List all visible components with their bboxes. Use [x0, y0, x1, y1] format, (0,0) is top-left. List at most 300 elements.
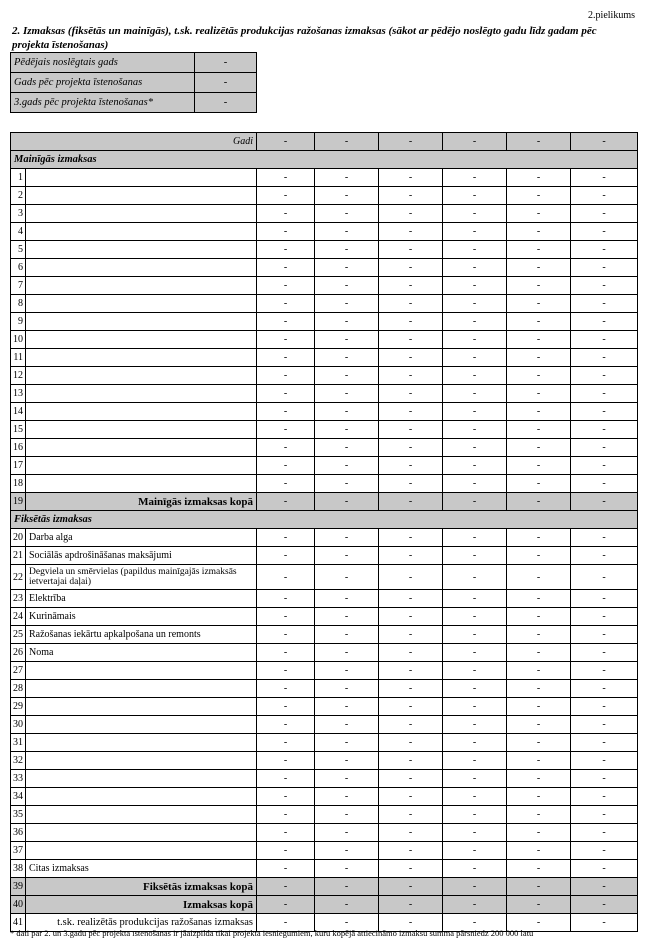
- value-cell[interactable]: -: [257, 590, 315, 608]
- value-cell[interactable]: -: [443, 788, 507, 806]
- info-row: [11, 53, 257, 73]
- value-cell[interactable]: -: [379, 608, 443, 626]
- value-cell[interactable]: -: [443, 662, 507, 680]
- value-cell[interactable]: -: [379, 788, 443, 806]
- value-cell[interactable]: -: [507, 644, 571, 662]
- row-label[interactable]: [26, 770, 257, 788]
- row-label-input[interactable]: [26, 385, 257, 403]
- value-cell[interactable]: -: [315, 626, 379, 644]
- value-cell[interactable]: -: [379, 349, 443, 367]
- value-cell[interactable]: -: [315, 565, 379, 590]
- value-cell[interactable]: -: [507, 626, 571, 644]
- value-cell[interactable]: -: [571, 169, 638, 187]
- value-cell[interactable]: -: [315, 295, 379, 313]
- value-cell[interactable]: -: [507, 806, 571, 824]
- value-cell[interactable]: -: [507, 698, 571, 716]
- value-cell[interactable]: -: [257, 187, 315, 205]
- value-cell[interactable]: -: [507, 223, 571, 241]
- value-cell[interactable]: -: [571, 644, 638, 662]
- value-cell[interactable]: -: [379, 878, 443, 896]
- value-cell[interactable]: -: [443, 493, 507, 511]
- value-cell[interactable]: -: [507, 914, 571, 932]
- value-cell[interactable]: -: [379, 493, 443, 511]
- row-label[interactable]: [26, 734, 257, 752]
- row-label[interactable]: [26, 698, 257, 716]
- value-cell[interactable]: -: [507, 565, 571, 590]
- value-cell[interactable]: -: [571, 896, 638, 914]
- value-cell[interactable]: -: [315, 133, 379, 151]
- value-cell[interactable]: -: [443, 205, 507, 223]
- value-cell[interactable]: -: [571, 824, 638, 842]
- info-value[interactable]: -: [195, 73, 257, 93]
- value-cell[interactable]: -: [315, 313, 379, 331]
- value-cell[interactable]: -: [507, 187, 571, 205]
- value-cell[interactable]: -: [379, 680, 443, 698]
- value-cell[interactable]: -: [379, 770, 443, 788]
- value-cell[interactable]: -: [443, 223, 507, 241]
- table-row: [11, 626, 638, 644]
- value-cell[interactable]: -: [571, 698, 638, 716]
- value-cell[interactable]: -: [571, 565, 638, 590]
- value-cell[interactable]: -: [257, 644, 315, 662]
- row-label[interactable]: [26, 680, 257, 698]
- value-cell[interactable]: -: [443, 349, 507, 367]
- value-cell[interactable]: -: [507, 788, 571, 806]
- value-cell[interactable]: -: [443, 752, 507, 770]
- value-cell[interactable]: -: [443, 698, 507, 716]
- value-cell[interactable]: -: [379, 313, 443, 331]
- row-label[interactable]: [26, 842, 257, 860]
- value-cell[interactable]: -: [507, 439, 571, 457]
- value-cell[interactable]: -: [315, 403, 379, 421]
- value-cell[interactable]: -: [443, 590, 507, 608]
- row-label[interactable]: [26, 788, 257, 806]
- row-label-input[interactable]: [26, 349, 257, 367]
- value-cell[interactable]: -: [571, 734, 638, 752]
- value-cell[interactable]: -: [315, 547, 379, 565]
- value-cell[interactable]: -: [257, 295, 315, 313]
- value-cell[interactable]: -: [571, 457, 638, 475]
- value-cell[interactable]: -: [379, 223, 443, 241]
- value-cell[interactable]: -: [443, 547, 507, 565]
- row-label[interactable]: [26, 662, 257, 680]
- value-cell[interactable]: -: [443, 734, 507, 752]
- value-cell[interactable]: -: [507, 241, 571, 259]
- value-cell[interactable]: -: [315, 169, 379, 187]
- value-cell[interactable]: -: [257, 475, 315, 493]
- value-cell[interactable]: -: [315, 475, 379, 493]
- value-cell[interactable]: -: [257, 421, 315, 439]
- row-number: 16: [11, 439, 26, 457]
- value-cell[interactable]: -: [571, 241, 638, 259]
- value-cell[interactable]: -: [443, 439, 507, 457]
- value-cell[interactable]: -: [315, 457, 379, 475]
- row-label-input[interactable]: [26, 367, 257, 385]
- value-cell[interactable]: -: [315, 367, 379, 385]
- value-cell[interactable]: -: [443, 331, 507, 349]
- value-cell[interactable]: -: [443, 824, 507, 842]
- value-cell[interactable]: -: [257, 403, 315, 421]
- value-cell[interactable]: -: [257, 824, 315, 842]
- row-label: Kurināmais: [26, 608, 257, 626]
- value-cell[interactable]: -: [571, 187, 638, 205]
- value-cell[interactable]: -: [257, 788, 315, 806]
- value-cell[interactable]: -: [507, 878, 571, 896]
- row-number: 21: [11, 547, 26, 565]
- row-label-input[interactable]: [26, 403, 257, 421]
- value-cell[interactable]: -: [257, 367, 315, 385]
- value-cell[interactable]: -: [257, 313, 315, 331]
- value-cell[interactable]: -: [507, 662, 571, 680]
- value-cell[interactable]: -: [507, 475, 571, 493]
- value-cell[interactable]: -: [507, 205, 571, 223]
- value-cell[interactable]: -: [315, 259, 379, 277]
- value-cell[interactable]: -: [571, 205, 638, 223]
- row-number: 38: [11, 860, 26, 878]
- value-cell[interactable]: -: [571, 770, 638, 788]
- value-cell[interactable]: -: [257, 259, 315, 277]
- value-cell[interactable]: -: [507, 349, 571, 367]
- value-cell[interactable]: -: [507, 590, 571, 608]
- value-cell[interactable]: -: [571, 331, 638, 349]
- value-cell[interactable]: -: [379, 896, 443, 914]
- value-cell[interactable]: -: [507, 277, 571, 295]
- value-cell[interactable]: -: [507, 716, 571, 734]
- row-label-input[interactable]: [26, 205, 257, 223]
- table-row: [11, 169, 638, 187]
- value-cell[interactable]: -: [571, 860, 638, 878]
- value-cell[interactable]: -: [257, 133, 315, 151]
- value-cell[interactable]: -: [257, 205, 315, 223]
- value-cell[interactable]: -: [443, 770, 507, 788]
- value-cell[interactable]: -: [315, 439, 379, 457]
- value-cell[interactable]: -: [443, 277, 507, 295]
- value-cell[interactable]: -: [257, 680, 315, 698]
- value-cell[interactable]: -: [315, 860, 379, 878]
- value-cell[interactable]: -: [571, 259, 638, 277]
- value-cell[interactable]: -: [443, 896, 507, 914]
- value-cell[interactable]: -: [379, 842, 443, 860]
- value-cell[interactable]: -: [507, 295, 571, 313]
- value-cell[interactable]: -: [507, 547, 571, 565]
- value-cell[interactable]: -: [257, 734, 315, 752]
- value-cell[interactable]: -: [257, 277, 315, 295]
- value-cell[interactable]: -: [443, 403, 507, 421]
- value-cell[interactable]: -: [507, 896, 571, 914]
- row-label-input[interactable]: [26, 169, 257, 187]
- row-label-input[interactable]: [26, 331, 257, 349]
- value-cell[interactable]: -: [507, 457, 571, 475]
- row-label[interactable]: [26, 716, 257, 734]
- value-cell[interactable]: -: [443, 313, 507, 331]
- value-cell[interactable]: -: [379, 590, 443, 608]
- value-cell[interactable]: -: [315, 716, 379, 734]
- value-cell[interactable]: -: [571, 590, 638, 608]
- row-label-input[interactable]: [26, 439, 257, 457]
- value-cell[interactable]: -: [315, 698, 379, 716]
- value-cell[interactable]: -: [379, 626, 443, 644]
- value-cell[interactable]: -: [315, 493, 379, 511]
- value-cell[interactable]: -: [443, 626, 507, 644]
- value-cell[interactable]: -: [507, 529, 571, 547]
- value-cell[interactable]: -: [315, 331, 379, 349]
- value-cell[interactable]: -: [379, 475, 443, 493]
- value-cell[interactable]: -: [571, 295, 638, 313]
- value-cell[interactable]: -: [257, 914, 315, 932]
- value-cell[interactable]: -: [379, 914, 443, 932]
- value-cell[interactable]: -: [507, 608, 571, 626]
- value-cell[interactable]: -: [571, 716, 638, 734]
- value-cell[interactable]: -: [315, 734, 379, 752]
- value-cell[interactable]: -: [257, 349, 315, 367]
- value-cell[interactable]: -: [379, 367, 443, 385]
- value-cell[interactable]: -: [257, 698, 315, 716]
- value-cell[interactable]: -: [257, 662, 315, 680]
- value-cell[interactable]: -: [443, 295, 507, 313]
- value-cell[interactable]: -: [257, 169, 315, 187]
- value-cell[interactable]: -: [257, 493, 315, 511]
- value-cell[interactable]: -: [315, 421, 379, 439]
- value-cell[interactable]: -: [379, 529, 443, 547]
- value-cell[interactable]: -: [443, 914, 507, 932]
- value-cell[interactable]: -: [443, 842, 507, 860]
- value-cell[interactable]: -: [571, 367, 638, 385]
- value-cell[interactable]: -: [443, 475, 507, 493]
- value-cell[interactable]: -: [443, 457, 507, 475]
- value-cell[interactable]: -: [379, 403, 443, 421]
- value-cell[interactable]: -: [315, 241, 379, 259]
- value-cell[interactable]: -: [507, 331, 571, 349]
- row-label-input[interactable]: [26, 241, 257, 259]
- row-number: 15: [11, 421, 26, 439]
- row-label-input[interactable]: [26, 187, 257, 205]
- value-cell[interactable]: -: [315, 878, 379, 896]
- row-number: 4: [11, 223, 26, 241]
- value-cell[interactable]: -: [507, 133, 571, 151]
- value-cell[interactable]: -: [443, 169, 507, 187]
- value-cell[interactable]: -: [315, 644, 379, 662]
- value-cell[interactable]: -: [257, 608, 315, 626]
- value-cell[interactable]: -: [571, 133, 638, 151]
- value-cell[interactable]: -: [507, 770, 571, 788]
- value-cell[interactable]: -: [571, 403, 638, 421]
- value-cell[interactable]: -: [315, 385, 379, 403]
- value-cell[interactable]: -: [379, 806, 443, 824]
- value-cell[interactable]: -: [315, 205, 379, 223]
- value-cell[interactable]: -: [379, 133, 443, 151]
- table-row: [11, 295, 638, 313]
- table-row: [11, 860, 638, 878]
- value-cell[interactable]: -: [257, 770, 315, 788]
- value-cell[interactable]: -: [379, 331, 443, 349]
- value-cell[interactable]: -: [257, 457, 315, 475]
- value-cell[interactable]: -: [507, 824, 571, 842]
- info-value[interactable]: -: [195, 93, 257, 113]
- row-label-input[interactable]: [26, 313, 257, 331]
- value-cell[interactable]: -: [443, 421, 507, 439]
- value-cell[interactable]: -: [571, 752, 638, 770]
- value-cell[interactable]: -: [571, 529, 638, 547]
- value-cell[interactable]: -: [257, 806, 315, 824]
- value-cell[interactable]: -: [507, 169, 571, 187]
- value-cell[interactable]: -: [379, 187, 443, 205]
- value-cell[interactable]: -: [257, 752, 315, 770]
- value-cell[interactable]: -: [443, 133, 507, 151]
- value-cell[interactable]: -: [571, 547, 638, 565]
- value-cell[interactable]: -: [379, 752, 443, 770]
- value-cell[interactable]: -: [315, 608, 379, 626]
- value-cell[interactable]: -: [507, 734, 571, 752]
- value-cell[interactable]: -: [315, 896, 379, 914]
- value-cell[interactable]: -: [379, 241, 443, 259]
- value-cell[interactable]: -: [507, 259, 571, 277]
- value-cell[interactable]: -: [571, 842, 638, 860]
- value-cell[interactable]: -: [315, 914, 379, 932]
- value-cell[interactable]: -: [257, 547, 315, 565]
- value-cell[interactable]: -: [443, 860, 507, 878]
- value-cell[interactable]: -: [379, 205, 443, 223]
- value-cell[interactable]: -: [257, 860, 315, 878]
- value-cell[interactable]: -: [257, 223, 315, 241]
- value-cell[interactable]: -: [443, 680, 507, 698]
- value-cell[interactable]: -: [257, 896, 315, 914]
- row-label[interactable]: [26, 806, 257, 824]
- value-cell[interactable]: -: [257, 716, 315, 734]
- value-cell[interactable]: -: [507, 313, 571, 331]
- value-cell[interactable]: -: [571, 223, 638, 241]
- value-cell[interactable]: -: [257, 385, 315, 403]
- value-cell[interactable]: -: [571, 493, 638, 511]
- value-cell[interactable]: -: [571, 277, 638, 295]
- value-cell[interactable]: -: [571, 788, 638, 806]
- value-cell[interactable]: -: [443, 529, 507, 547]
- row-label-input[interactable]: [26, 223, 257, 241]
- value-cell[interactable]: -: [379, 457, 443, 475]
- value-cell[interactable]: -: [379, 860, 443, 878]
- value-cell[interactable]: -: [315, 529, 379, 547]
- value-cell[interactable]: -: [379, 295, 443, 313]
- row-label[interactable]: [26, 824, 257, 842]
- value-cell[interactable]: -: [571, 608, 638, 626]
- value-cell[interactable]: -: [257, 529, 315, 547]
- value-cell[interactable]: -: [315, 842, 379, 860]
- value-cell[interactable]: -: [443, 241, 507, 259]
- value-cell[interactable]: -: [257, 842, 315, 860]
- value-cell[interactable]: -: [507, 860, 571, 878]
- value-cell[interactable]: -: [315, 680, 379, 698]
- value-cell[interactable]: -: [571, 680, 638, 698]
- value-cell[interactable]: -: [379, 698, 443, 716]
- value-cell[interactable]: -: [443, 385, 507, 403]
- value-cell[interactable]: -: [379, 259, 443, 277]
- value-cell[interactable]: -: [507, 752, 571, 770]
- row-number: 32: [11, 752, 26, 770]
- value-cell[interactable]: -: [571, 385, 638, 403]
- value-cell[interactable]: -: [315, 590, 379, 608]
- value-cell[interactable]: -: [507, 367, 571, 385]
- value-cell[interactable]: -: [315, 788, 379, 806]
- value-cell[interactable]: -: [443, 608, 507, 626]
- value-cell[interactable]: -: [443, 187, 507, 205]
- value-cell[interactable]: -: [315, 223, 379, 241]
- value-cell[interactable]: -: [571, 475, 638, 493]
- value-cell[interactable]: -: [315, 806, 379, 824]
- row-label-input[interactable]: [26, 259, 257, 277]
- value-cell[interactable]: -: [379, 547, 443, 565]
- row-label-input[interactable]: [26, 475, 257, 493]
- value-cell[interactable]: -: [571, 878, 638, 896]
- table-row: [11, 752, 638, 770]
- value-cell[interactable]: -: [315, 662, 379, 680]
- value-cell[interactable]: -: [257, 331, 315, 349]
- row-number: 7: [11, 277, 26, 295]
- value-cell[interactable]: -: [571, 662, 638, 680]
- value-cell[interactable]: -: [571, 439, 638, 457]
- value-cell[interactable]: -: [443, 878, 507, 896]
- value-cell[interactable]: -: [379, 421, 443, 439]
- value-cell[interactable]: -: [507, 680, 571, 698]
- value-cell[interactable]: -: [571, 349, 638, 367]
- value-cell[interactable]: -: [571, 626, 638, 644]
- value-cell[interactable]: -: [443, 367, 507, 385]
- value-cell[interactable]: -: [379, 169, 443, 187]
- value-cell[interactable]: -: [443, 644, 507, 662]
- value-cell[interactable]: -: [507, 403, 571, 421]
- value-cell[interactable]: -: [315, 770, 379, 788]
- value-cell[interactable]: -: [379, 734, 443, 752]
- value-cell[interactable]: -: [443, 565, 507, 590]
- row-label[interactable]: [26, 752, 257, 770]
- value-cell[interactable]: -: [507, 385, 571, 403]
- value-cell[interactable]: -: [507, 421, 571, 439]
- row-label-input[interactable]: [26, 421, 257, 439]
- row-label-input[interactable]: [26, 295, 257, 313]
- value-cell[interactable]: -: [379, 277, 443, 295]
- value-cell[interactable]: -: [379, 439, 443, 457]
- value-cell[interactable]: -: [315, 752, 379, 770]
- value-cell[interactable]: -: [443, 259, 507, 277]
- value-cell[interactable]: -: [315, 277, 379, 295]
- info-value[interactable]: -: [195, 53, 257, 73]
- value-cell[interactable]: -: [571, 806, 638, 824]
- value-cell[interactable]: -: [443, 716, 507, 734]
- value-cell[interactable]: -: [379, 824, 443, 842]
- value-cell[interactable]: -: [257, 565, 315, 590]
- value-cell[interactable]: -: [257, 878, 315, 896]
- value-cell[interactable]: -: [443, 806, 507, 824]
- value-cell[interactable]: -: [257, 439, 315, 457]
- info-label: 3.gads pēc projekta īstenošanas*: [11, 93, 195, 113]
- row-label-input[interactable]: [26, 457, 257, 475]
- value-cell[interactable]: -: [379, 662, 443, 680]
- value-cell[interactable]: -: [379, 644, 443, 662]
- value-cell[interactable]: -: [315, 349, 379, 367]
- value-cell[interactable]: -: [507, 493, 571, 511]
- value-cell[interactable]: -: [379, 565, 443, 590]
- value-cell[interactable]: -: [571, 914, 638, 932]
- value-cell[interactable]: -: [315, 187, 379, 205]
- value-cell[interactable]: -: [379, 385, 443, 403]
- row-label-input[interactable]: [26, 277, 257, 295]
- value-cell[interactable]: -: [315, 824, 379, 842]
- value-cell[interactable]: -: [571, 313, 638, 331]
- value-cell[interactable]: -: [571, 421, 638, 439]
- value-cell[interactable]: -: [379, 716, 443, 734]
- value-cell[interactable]: -: [257, 626, 315, 644]
- row-number: 31: [11, 734, 26, 752]
- value-cell[interactable]: -: [257, 241, 315, 259]
- value-cell[interactable]: -: [507, 842, 571, 860]
